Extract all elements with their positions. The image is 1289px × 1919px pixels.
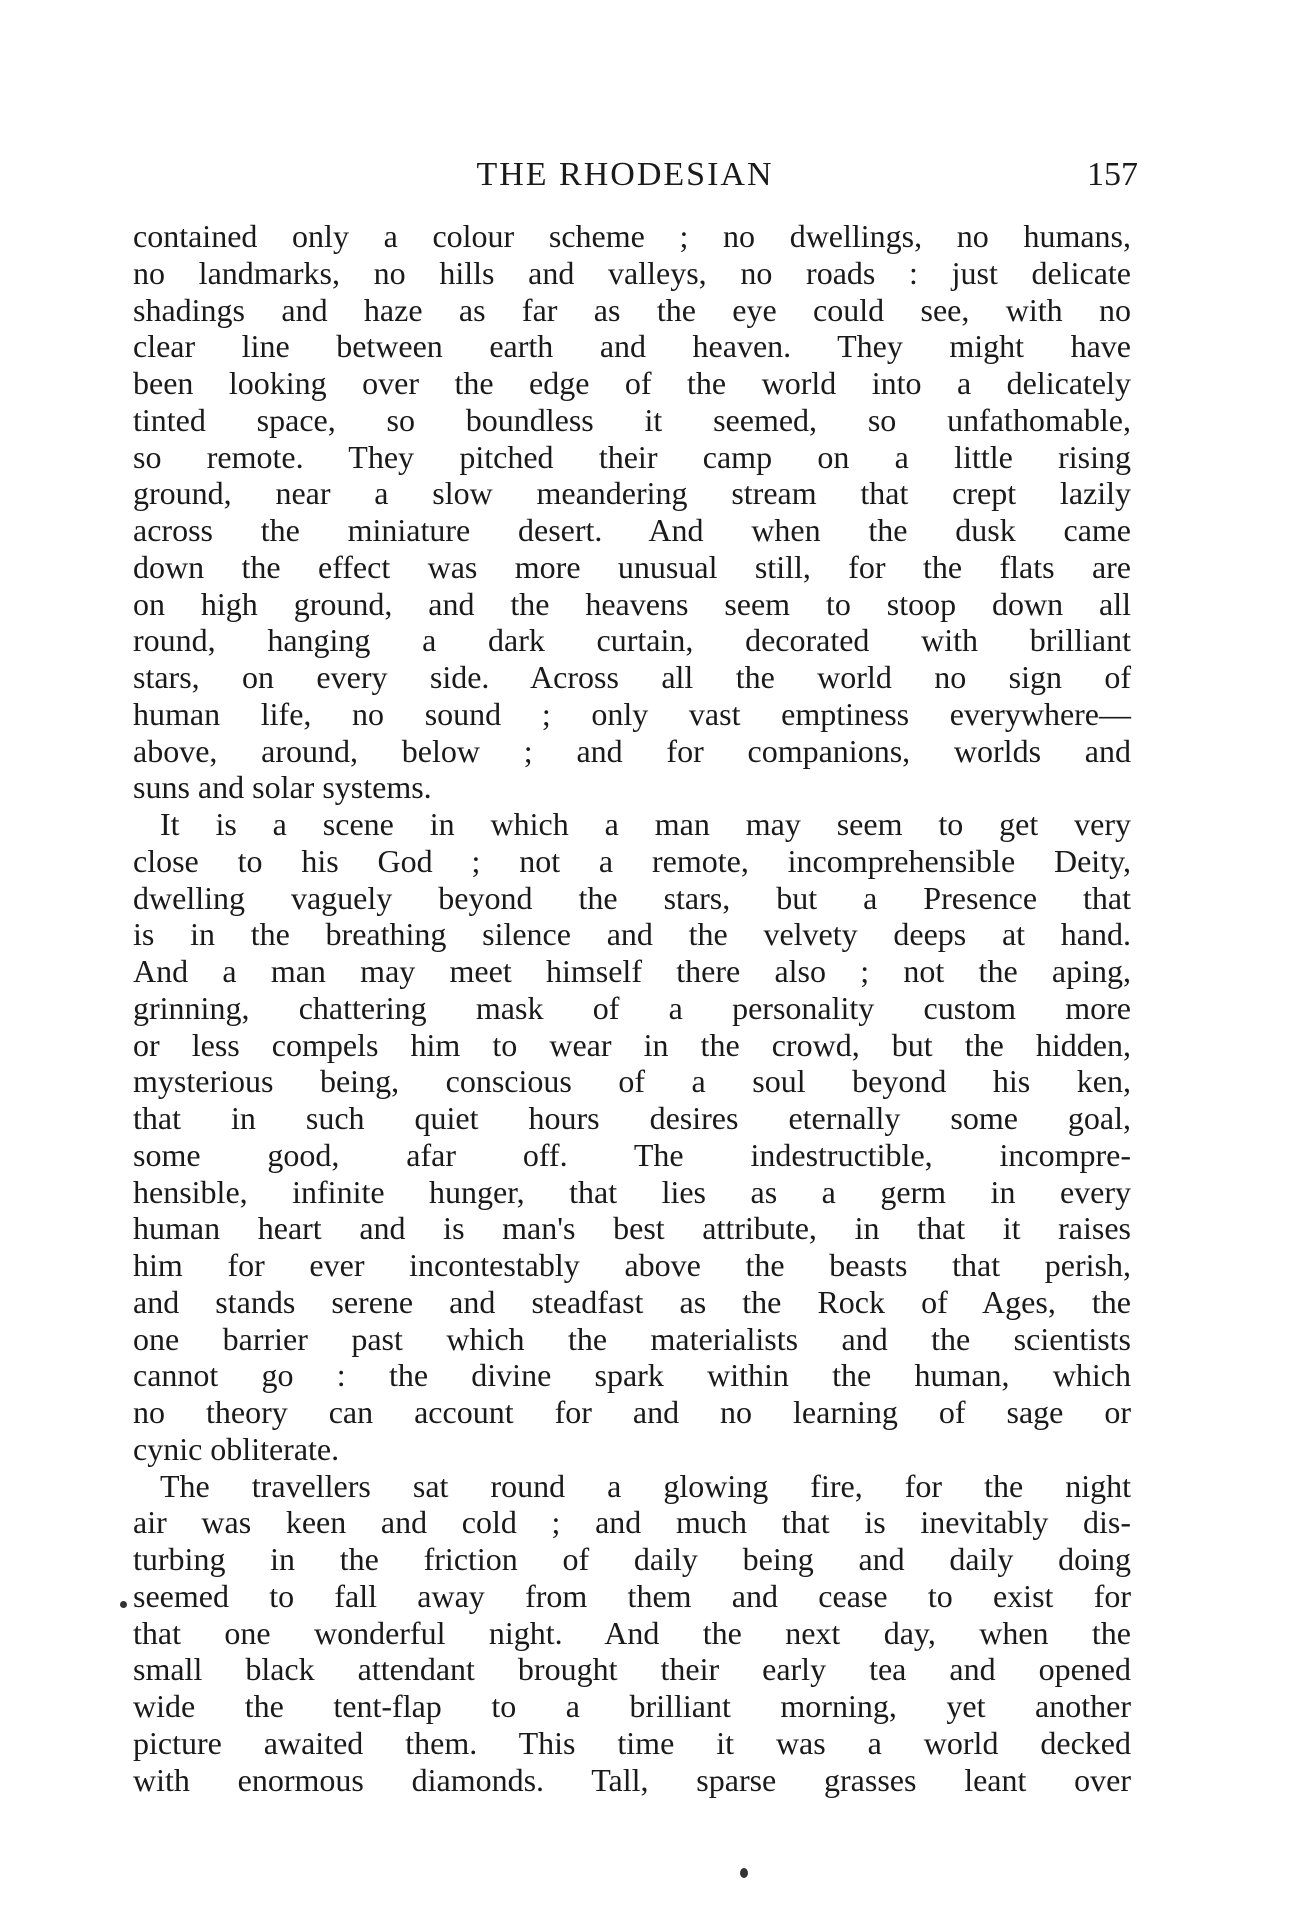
text-line: down the effect was more unusual still, for the flats are [133,548,1131,585]
running-title: THE RHODESIAN [476,156,774,193]
text-line: cynic obliterate. [133,1430,340,1467]
text-line: on high ground, and the heavens seem to stoop down all [133,585,1131,622]
text-line: turbing in the friction of daily being and daily doing [133,1541,1131,1577]
running-head [0,156,1289,200]
text-line: The travellers sat round a glowing fire, for the night [160,1467,1131,1504]
text-line: contained only a colour scheme ; no dwellings, no humans, [133,218,1131,254]
text-line: that one wonderful night. And the next day, when the [133,1614,1131,1651]
text-line: above, around, below ; and for companions, worlds and [133,732,1131,769]
text-line: grinning, chattering mask of a personality custom more [133,989,1131,1026]
text-line: close to his God ; not a remote, incomprehensible Deity, [133,842,1131,879]
text-line: And a man may meet himself there also ; not the aping, [133,953,1131,989]
text-line: air was keen and cold ; and much that is inevitably dis- [133,1504,1131,1541]
ink-speck [740,1868,748,1878]
text-line: no theory can account for and no learning of sage or [133,1394,1131,1430]
text-line: It is a scene in which a man may seem to get very [160,806,1131,842]
text-line: tinted space, so boundless it seemed, so unfathomable, [133,401,1131,438]
text-line: small black attendant brought their early tea and opened [133,1651,1131,1688]
text-line: him for ever incontestably above the beasts that perish, [133,1247,1131,1283]
text-line: ground, near a slow meandering stream that crept lazily [133,475,1131,512]
text-line: hensible, infinite hunger, that lies as a germ in every [133,1173,1131,1210]
text-line: picture awaited them. This time it was a world decked [133,1724,1131,1761]
text-line: mysterious being, conscious of a soul beyond his ken, [133,1063,1131,1100]
text-line: one barrier past which the materialists and the scientists [133,1320,1131,1357]
text-line: no landmarks, no hills and valleys, no roads : just delicate [133,254,1131,291]
text-line: wide the tent-flap to a brilliant morning, yet another [133,1688,1131,1724]
text-line: across the miniature desert. And when the dusk came [133,512,1131,548]
text-line: is in the breathing silence and the velvety deeps at hand. [133,916,1131,953]
text-line: or less compels him to wear in the crowd, but the hidden, [133,1026,1131,1063]
body-text [133,218,1131,1798]
text-line: stars, on every side. Across all the world no sign of [133,659,1131,695]
text-line: clear line between earth and heaven. They might have [133,328,1131,365]
text-line: shadings and haze as far as the eye could see, with no [133,291,1131,328]
text-line: so remote. They pitched their camp on a little rising [133,438,1131,475]
text-line: that in such quiet hours desires eternally some goal, [133,1100,1131,1136]
text-line: with enormous diamonds. Tall, sparse grasses leant over [133,1761,1131,1798]
text-line: and stands serene and steadfast as the Rock of Ages, the [133,1283,1131,1320]
text-line: dwelling vaguely beyond the stars, but a Presence that [133,879,1131,916]
page-number: 157 [1087,156,1138,193]
text-line: seemed to fall away from them and cease to exist for [133,1577,1131,1614]
text-line: been looking over the edge of the world into a delicately [133,365,1131,401]
ink-speck [120,1601,127,1608]
text-line: suns and solar systems. [133,769,432,806]
text-line: round, hanging a dark curtain, decorated with brilliant [133,622,1131,659]
text-line: some good, afar off. The indestructible, incompre- [133,1136,1131,1173]
text-line: human life, no sound ; only vast emptiness everywhere— [133,695,1131,732]
text-line: cannot go : the divine spark within the human, which [133,1357,1131,1394]
text-line: human heart and is man's best attribute, in that it raises [133,1210,1131,1247]
